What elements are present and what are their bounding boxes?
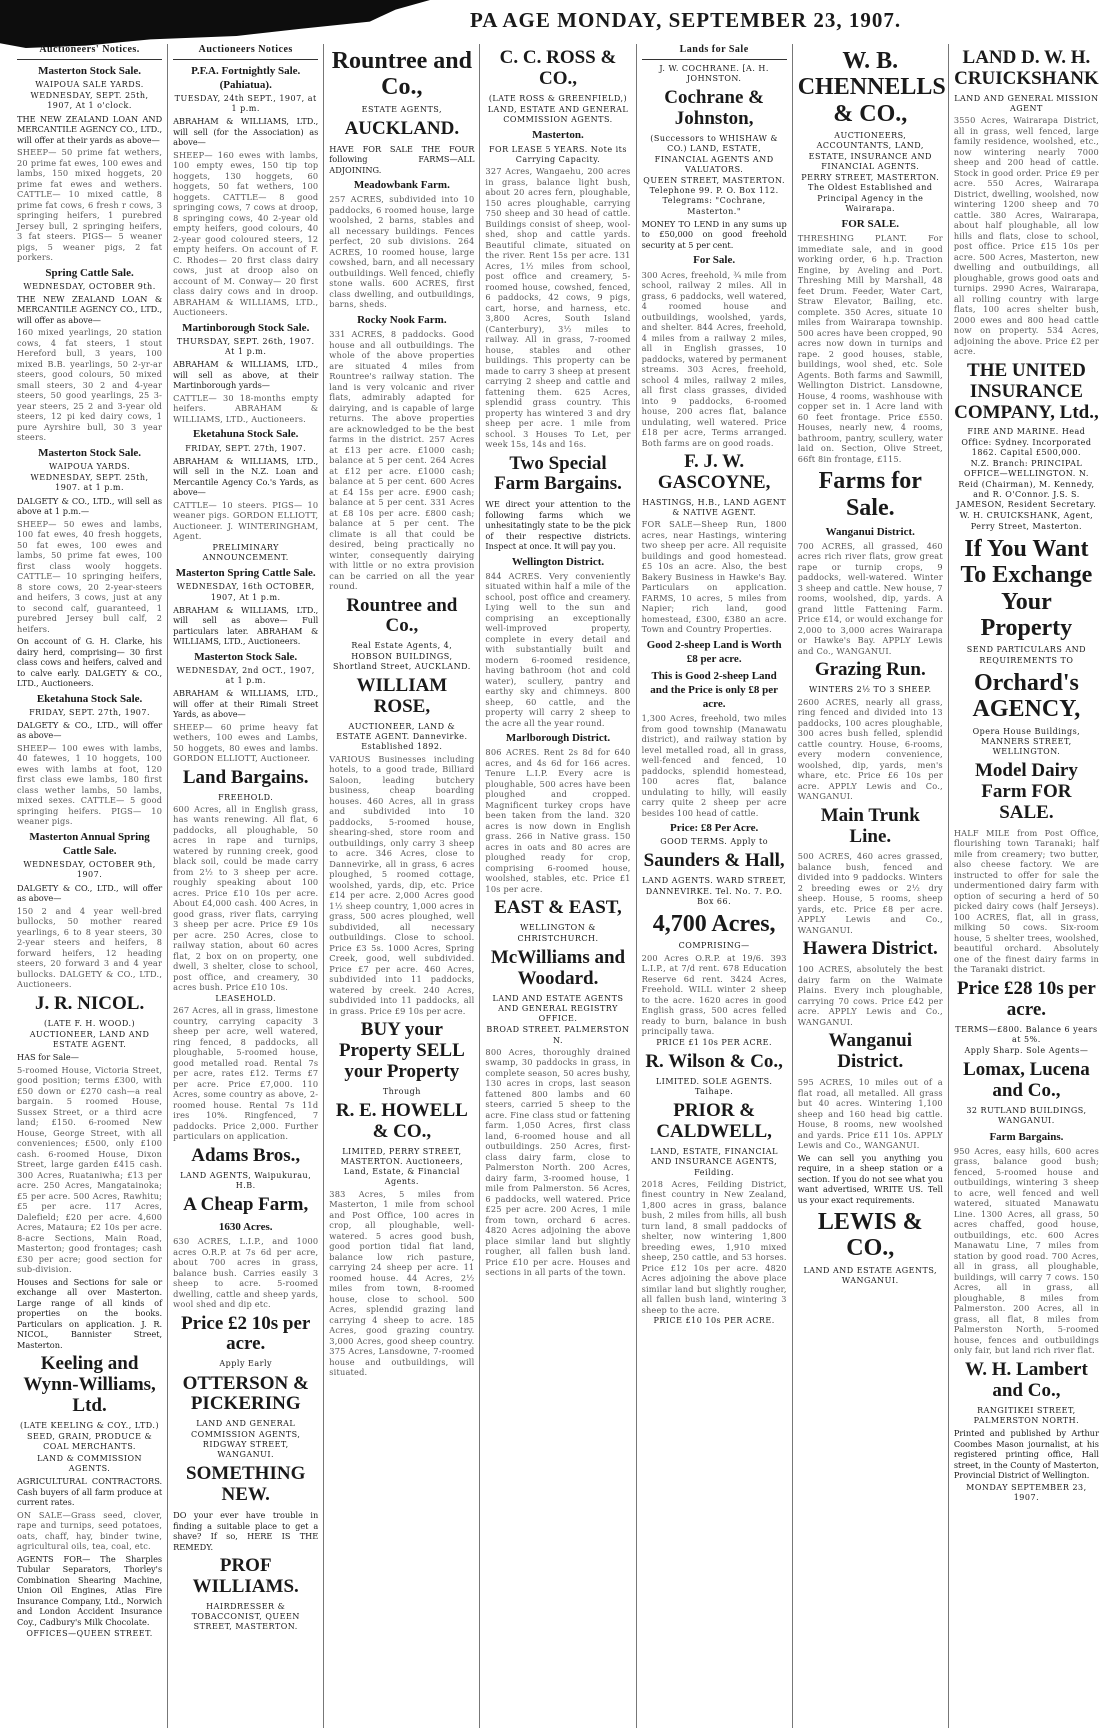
- ad-listing-text: THRESHING PLANT. For immediate sale, and in good working order, 6 h.p. Traction Engine, by Aveling and Port. Threshing Mill by Marshall, 48 feet Drum. Feeder, Water Cart, Straw Elevator, Bailing, etc. complete. 350 Acres, situate 10 miles from Wairarapa township. 500 acres have been cropped, 90 acres now down in turnips and rape. 2 good houses, stable, buildings, wool shed, etc. Sole Agents. Both farms and Sawmill, Wellington District. Lansdowne, House, 4 rooms, washhouse with copper set in. 1 Acre land with 60 feet frontage. Price £550. Houses, nearly new, 4 rooms, bathroom, pantry, scullery, water laid on. Section, Olive Street, 66ft 8in frontage, £115.: [797, 233, 943, 464]
- ad-body: Printed and published by Arthur Coombes Mason journalist, at his registered printing office, Hall street, in the County of Masterton, Provincial District of Wellington.: [953, 1428, 1099, 1481]
- ad-display-heading: Model Dairy Farm FOR SALE.: [974, 760, 1078, 824]
- ad-subline: HAIRDRESSER & TOBACCONIST, QUEEN STREET, MASTERTON.: [191, 1601, 300, 1632]
- ad-subline: J. W. COCHRANE. [A. H. JOHNSTON.: [659, 63, 769, 84]
- ad-subline: LAND, ESTATE, FINANCIAL AND INSURANCE AGENTS, Feilding.: [650, 1147, 778, 1177]
- column-2: [167, 44, 323, 1728]
- ad-display-heading: Lomax, Lucena and Co.,: [963, 1059, 1090, 1102]
- ad-listing-text: 630 ACRES, L.I.P., and 1000 acres O.R.P. at 7s 6d per acre, about 700 acres in grass, balance bush. Carries easily 3 sheep to acre. 5-roomed dwelling, cattle and sheep yards, wool shed and dip etc.: [173, 1236, 319, 1310]
- ad-display-heading: SOMETHING NEW.: [186, 1463, 306, 1506]
- ad-subline: LAND AND GENERAL MISSION AGENT: [954, 93, 1099, 114]
- ad-listing-text: FOR SALE—Sheep Run, 1800 acres, near Hastings, wintering two sheep per acre. All requisite buildings and good homestead. £5 10s an acre. Also, the best Bakery Business in Hawke's Bay. Particulars on application. FARMS, 10 acres, 5 miles from Napier; rich land, good homestead, £300, £380 an acre. Town and Country Properties.: [641, 519, 787, 635]
- ad-subline: W. H. CRUICKSHANK, Agent, Perry Street, Masterton.: [959, 511, 1094, 531]
- ad-display-heading: R. Wilson & Co.,: [645, 1050, 783, 1072]
- ad-body: On account of G. H. Clarke, his dairy herd, comprising— 30 first class cows and heifers, calved and to calve early. DALGETY & CO., LTD., Auctioneers.: [17, 636, 163, 689]
- ad-listing-text: SHEEP— 50 prime fat wethers, 20 prime fat ewes, 100 ewes and lambs, 150 mixed hoggets, 20 prime fat ewes and wethers. CATTLE— 10 mixed cattle, 8 prime fat cows, 6 fresh r cows, 3 springing heifers, 1 purebred Jersey bull, 2 springing heifers, 3 fat steers. PIGS— 5 weaner pigs, 5 weaner pigs, 2 fat porkers.: [17, 147, 163, 263]
- ad-listing-text: CATTLE— 30 18-months empty heifers. ABRAHAM & WILLIAMS, LTD., Auctioneers.: [173, 392, 319, 424]
- column-7: [948, 44, 1104, 1728]
- ad-subline: WEDNESDAY, SEPT. 25th, 1907. at 1 p.m.: [30, 473, 149, 493]
- ad-heading: For Sale.: [693, 254, 736, 267]
- ad-subline: WEDNESDAY, SEPT. 25th, 1907, At 1 o'clock.: [30, 91, 149, 111]
- ad-display-heading: LAND D. W. H. CRUICKSHANK: [954, 47, 1099, 89]
- ad-large-heading: Farms for Sale.: [818, 468, 922, 521]
- ad-subline: FOR LEASE 5 YEARS. Note its Carrying Capacity.: [488, 144, 627, 164]
- ad-listing-text: ON SALE—Grass seed, clover, rape and turnips, seed potatoes, oats, chaff, hay, binder twine, agricultural oils, tea, coal, etc.: [17, 1509, 163, 1552]
- ad-body: MONEY TO LEND in any sums up to £50,000 on good freehold security at 5 per cent.: [641, 218, 787, 250]
- ad-subline: SEED, GRAIN, PRODUCE & COAL MERCHANTS.: [27, 1432, 153, 1452]
- ad-listing-text: SHEEP— 160 ewes with lambs, 100 empty ewes, 150 tip top hoggets, 130 hoggets, 60 hoggets, 50 fat wethers, 100 hoggets. CATTLE— 8 good springing cows, 7 cows at droop, 8 springing cows, 40 2-year old empty heifers, good colours, 40 2-year good coloured steers, 12 empty heifers. On account of F. C. Rhodes— 20 first class dairy cows, just at droop also on account of M. Conway— 20 first class dairy cows and in droop. ABRAHAM & WILLIAMS, LTD., Auctioneers.: [173, 149, 319, 318]
- ad-body: We can sell you anything you require, in a sheep station or a section. If you do not see what you want advertised, WRITE US. Tell us your exact requirements.: [797, 1152, 943, 1205]
- ad-listing-text: SHEEP— 60 prime heavy fat wethers, 100 ewes and Lambs, 50 hoggets, 80 ewes and lambs. GORDON ELLIOTT, Auctioneer.: [173, 721, 319, 764]
- ad-subline: (LATE ROSS & GREENFIELD,): [488, 93, 628, 103]
- masthead: [0, 0, 1114, 42]
- ad-heading: Good 2-sheep Land is Worth £8 per acre.: [646, 638, 782, 665]
- ad-subline: QUEEN STREET, MASTERTON. Telephone 99. P. O. Box 112. Telegrams: "Cochrane, Masterton.": [643, 175, 785, 216]
- ad-display-heading: Grazing Run.: [814, 659, 926, 681]
- ad-display-heading: Price £2 10s per acre.: [181, 1312, 311, 1355]
- ad-display-heading: Main Trunk Line.: [820, 804, 920, 847]
- column-section-heading: Lands for Sale: [642, 44, 787, 60]
- ad-display-heading: Wanganui District.: [828, 1030, 912, 1073]
- ad-subline: AUCTIONEERS, ACCOUNTANTS, LAND, ESTATE, INSURANCE AND FINANCIAL AGENTS.: [808, 131, 932, 171]
- ad-subline: WAIPOUA SALE YARDS.: [35, 79, 144, 89]
- ad-subline: LEASEHOLD.: [215, 993, 277, 1003]
- ad-listing-text: 2600 ACRES, nearly all grass, ring fenced and divided into 13 paddocks, 100 acres ploughable, 300 acres bush felled, splendid cattle country. House, 6-rooms, every modern convenience, woolshed, dip, yards, men's whare, etc. Price £6 10s per acre. APPLY Lewis and Co., WANGANUI.: [797, 696, 943, 802]
- ad-subline: LAND AND ESTATE AGENTS AND GENERAL REGISTRY OFFICE.: [492, 993, 624, 1024]
- ad-heading: Masterton Stock Sale.: [38, 446, 142, 459]
- ad-subline: TERMS—£800. Balance 6 years at 5%.: [955, 1024, 1098, 1044]
- ad-subline: TUESDAY, 24th SEPT., 1907, at 1 p.m.: [174, 93, 317, 114]
- ad-large-heading: If You Want To Exchange Your Property: [960, 535, 1093, 641]
- ad-heading: Martinborough Stock Sale.: [182, 321, 310, 334]
- ad-heading: Eketahuna Stock Sale.: [36, 692, 143, 705]
- ad-listing-text: 595 ACRES, 10 miles out of a flat road, all metalled. All grass but 40 acres. Wintering 1,100 sheep and 160 head big cattle. House, 8 rooms, new woolshed and yards. Price £11 10s. APPLY Lewis and Co., WANGANUI.: [797, 1077, 943, 1151]
- ad-subline: WINTERS 2½ TO 3 SHEEP.: [809, 685, 932, 695]
- ad-heading: Wanganui District.: [825, 525, 915, 538]
- ad-display-heading: Two Special Farm Bargains.: [494, 452, 622, 495]
- ad-display-heading: A Cheap Farm,: [183, 1194, 309, 1216]
- ad-listing-text: 257 ACRES, subdivided into 10 paddocks, 6 roomed house, large woolshed, 2 barns, stables and all necessary buildings. Fences perfect, 20 sub divisions. 264 ACRES, 10 roomed house, large cowshed, barn, and all necessary outbuildings. Well fenced, chiefly stone walls. 600 ACRES, first class dwelling, and outbuildings, barns, sheds.: [329, 194, 475, 310]
- column-5: [636, 44, 792, 1728]
- ad-body: HAS for Sale—: [17, 1052, 79, 1063]
- ad-listing-text: 600 Acres, all in English grass, has wants renewing. All flat, 6 paddocks, all ploughable, 50 acres in rape and turnips, watered by running creek, good black soil, could be made carry from 2½ to 3 sheep per acre. roughly speaking about 100 acres. Price £10 10s per acre. About £4,000 cash. 400 Acres, in good grass, river flats, carrying 3 sheep per acre. Price £9 10s per acre. 250 Acres, close to railway station, about 60 acres flat, 2 box on on property, one dwell, 3 shelter, close to school, post office, and creamery, 30 acres bush. Price £10 10s.: [173, 803, 319, 993]
- ad-heading: 1630 Acres.: [218, 1220, 273, 1233]
- ad-heading: Spring Cattle Sale.: [45, 266, 134, 279]
- ad-large-heading: Rountree and Co.,: [331, 48, 472, 101]
- ad-subline: AUCTIONEER, LAND AND ESTATE AGENT.: [29, 1029, 150, 1049]
- ad-subline: MONDAY SEPTEMBER 23, 1907.: [966, 1482, 1087, 1502]
- ad-listing-text: 700 ACRES, all grassed, 460 acres rich river flats, grow great rape or turnip crops, 9 paddocks, well-watered. Winter 3 sheep and cattle. New house, 7 rooms, woolshed, dip, yards. A grand little Fattening Farm. Price £14, or would exchange for 2,000 to 3,000 acres Wairarapa or Hawke's Bay. APPLY Lewis and Co., WANGANUI.: [797, 540, 943, 656]
- column-4: [479, 44, 635, 1728]
- ad-body: THE NEW ZEALAND LOAN & MERCANTILE AGENCY CO., LTD., will offer as above—: [17, 293, 163, 325]
- ad-subline: BROAD STREET. PALMERSTON N.: [486, 1025, 630, 1045]
- ad-listing-text: 160 mixed yearlings, 20 station cows, 4 fat steers, 1 stout Hereford bull, 3 years, 100 mixed B.B. yearlings, 50 2-yr-ar steers, good colours, 50 mixed small steers, 30 2 and 4-year steers, 50 good yearlings, 25 3-year steers, 25 2 and 3-year old steers, 12 pi ked dairy cows, 1 pure Ayrshire bull, 30 3 year steers.: [17, 327, 163, 443]
- ad-subline: FRIDAY, SEPT. 27th, 1907.: [185, 443, 307, 453]
- ad-subline: AUCTIONEER, LAND & ESTATE AGENT. Dannevirke. Established 1892.: [336, 721, 468, 752]
- ad-subline: LAND AND GENERAL COMMISSION AGENTS, RIDGWAY STREET, WANGANUI.: [191, 1419, 301, 1460]
- ad-subline: PRICE £10 10s PER ACRE.: [653, 1316, 775, 1326]
- ad-listing-text: 1,300 Acres, freehold, two miles from good township (Manawatu district), and railway station by level metalled road, all in grass, well-fenced and fenced, 10 paddocks, splendid homestead, 100 acres flat, balance undulating to hilly, will easily carry quite 2 sheep per acre besides 100 head of cattle.: [641, 713, 787, 818]
- ad-listing-text: HALF MILE from Post Office, flourishing town Taranaki; half mile from creamery; two butter, also cheese factory. We are instructed to offer for sale the undermentioned dairy farm with option of securing a herd of 50 picked dairy cows (half Jerseys). 100 ACRES, flat, all in grass, milking 50 cows. Six-room house, 5 shelter trees, woolshed, beautiful orchard. Absolutely one of the finest dairy farms in the Taranaki district.: [953, 827, 1099, 975]
- ad-listing-text: 806 ACRES. Rent 2s 8d for 640 acres, and 4s 6d for 166 acres. Tenure L.I.P. Every acre is ploughable, 500 acres have been ploughed and cropped. Magnificent turkey crops have been taken from the land. 320 acres is now down in English grass. 266 in Native grass. 150 acres in oats and 80 acres are ploughed ready for crop, comprising 6-roomed house, woolshed, stables, etc. Price £1 10s per acre.: [485, 747, 631, 894]
- ad-body: AGENTS FOR— The Sharples Tubular Separators, Thorley's Combination Shearing Machine, Union Oil Engines, Atlas Fire Insurance Company, Ltd., Norwich and London Accident Insurance Coy., Cadbury's Milk Chocolate.: [17, 1553, 163, 1627]
- ad-subline: WEDNESDAY, 2nd OCT., 1907, at 1 p.m.: [176, 665, 315, 686]
- ad-display-heading: F. J. W. GASCOYNE,: [657, 451, 771, 493]
- ad-subline: N.Z. Branch: PRINCIPAL OFFICE—WELLINGTON. N. Reid (Chairman), M. Kennedy, and R. O'Connor. J.S. S. JAMESON, Resident Secretary.: [956, 459, 1097, 510]
- ad-heading: FOR SALE.: [841, 218, 899, 231]
- ad-subline: (LATE KEELING & COY., LTD.): [20, 1420, 160, 1430]
- ad-heading: Eketahuna Stock Sale.: [192, 428, 299, 441]
- ad-subline: Through: [382, 1086, 421, 1096]
- ad-subline: ESTATE AGENTS,: [361, 104, 443, 114]
- ad-subline: LIMITED. SOLE AGENTS. Taihape.: [655, 1076, 773, 1097]
- ad-body: DO your ever have trouble in finding a suitable place to get a shave? If so, HERE IS THE REMEDY.: [173, 1510, 319, 1552]
- ad-large-heading: Orchard's AGENCY,: [972, 669, 1081, 723]
- ad-subline: THURSDAY, SEPT. 26th, 1907. At 1 p.m.: [176, 337, 315, 357]
- ad-subline: LAND AGENTS. WARD STREET, DANNEVIRKE. Tel. No. 7. P.O. Box 66.: [642, 876, 787, 906]
- ad-listing-text: CATTLE— 10 steers. PIGS— 10 weaner pigs. GORDON ELLIOTT, Auctioneer. J. WINTERINGHAM, Agent.: [173, 499, 319, 542]
- ad-heading: Marlborough District.: [505, 732, 611, 745]
- ad-subline: (Successors to WHISHAW & CO.) LAND, ESTATE, FINANCIAL AGENTS AND VALUATORS.: [650, 134, 778, 174]
- ad-subline: COMPRISING—: [678, 941, 750, 951]
- ad-subline: Real Estate Agents, 4, HOBSON BUILDINGS, Shortland Street, AUCKLAND.: [332, 641, 471, 671]
- ad-listing-text: 844 ACRES. Very conveniently situated within half a mile of the school, post office and creamery. Lying well to the sun and comprising an exceptionally well-improved property, complete in every detail and with substantially built and modern 6-roomed residence, having bathroom (hot and cold water), scullery, pantry and earthy sky and chimneys. 800 sheep, 60 cattle, and the property will carry 2 sheep to the acre all the year round.: [485, 570, 631, 728]
- ad-listing-text: 500 ACRES, 460 acres grassed, balance bush, fenced and divided into 9 paddocks. Winters 2 breeding ewes or 2½ dry sheep. House, 5 rooms, sheep yards, etc. Price £8 per acre. APPLY Lewis and Co., WANGANUI.: [797, 851, 943, 935]
- ad-listing-text: 800 Acres, thoroughly drained swamp, 30 paddocks in grass, in complete season, 50 acres bushy, 130 acres in crops, last season fattened 800 lambs and 60 steers, carried 5 sheep to the acre. Fine class stud or fattening farm. 1,050 Acres, first class land, 6-roomed house and all outbuildings. 250 Acres, first-class dairy farm, close to Palmerston North. 200 Acres, dairy farm, 3-roomed house, 1 mile from Palmerston. 56 Acres, 6 paddocks, well watered. Price £25 per acre. 200 Acres, 1 mile from town, orchard 6 acres. 4820 Acres adjoining the above place similar land but slightly rougher, all fallen bush land. Price £10 per acre. Houses and sections in all parts of the town.: [485, 1046, 631, 1278]
- ad-display-heading: Adams Bros.,: [191, 1144, 301, 1166]
- ad-display-heading: Cochrane & Johnston,: [664, 87, 764, 130]
- ad-display-heading: C. C. ROSS & CO.,: [499, 47, 617, 89]
- column-6: [792, 44, 948, 1728]
- ad-display-heading: PRIOR & CALDWELL,: [656, 1100, 772, 1143]
- ad-heading: Masterton Annual Spring Cattle Sale.: [29, 830, 150, 858]
- ad-listing-text: 383 Acres, 5 miles from Masterton, 1 mile from school and Post Office, 100 acres in crop, all ploughable, well-watered. 5 acres good bush, good portion tidal fiat land, balance low rich pasture, carrying 24 sheep per acre. 11 roomed house. 44 Acres, 2½ miles from town, 8-roomed house, close to school. 500 Acres, splendid grazing land carrying 4 sheep to acre. 185 Acres, good grazing country. 3,000 Acres, good sheep country. 375 Acres, Lansdowne, 7-roomed house and outbuildings, will situated.: [329, 1188, 475, 1378]
- ad-heading: P.F.A. Fortnightly Sale. (Pahiatua).: [191, 64, 301, 91]
- ad-display-heading: J. R. NICOL.: [34, 992, 145, 1014]
- ad-body: THE NEW ZEALAND LOAN AND MERCANTILE AGENCY CO., LTD., will offer at their yards as above—: [17, 113, 163, 145]
- ad-listing-text: 150 2 and 4 year well-bred bullocks, 50 mother reared yearlings, 6 to 8 year steers, 30 2-year steers and heifers, 8 forward heifers, 12 heading steers, 20 forward 3 and 4 year bullocks. DALGETY & CO., LTD., Auctioneers.: [17, 905, 163, 990]
- ad-subline: WELLINGTON & CHRISTCHURCH.: [517, 923, 599, 943]
- ad-subline: PERRY STREET, MASTERTON. The Oldest Established and Principal Agency in the Wairarapa.: [801, 173, 940, 213]
- ad-subline: WEDNESDAY, 16th OCTOBER, 1907, At 1 p.m.: [176, 582, 315, 602]
- ad-listing-text: 2018 Acres, Feilding District, finest country in New Zealand, 1,800 acres in grass, balance bush, 2 miles from hills, all bush turn land, 8 small paddocks of shelter, now wintering 1,800 breeding ewes, 1,910 mixed sheep, 250 cattle, and 53 horses. Price £12 10s per acre. 4820 Acres adjoining the above place similar land but slightly rougher, all fallen bush land, wintering 3 sheep to the acre.: [641, 1178, 787, 1315]
- ad-subline: HASTINGS, H.B., LAND AGENT & NATIVE AGENT.: [642, 497, 787, 518]
- ad-display-heading: WILLIAM ROSE,: [356, 675, 448, 717]
- ad-display-heading: EAST & EAST,: [494, 897, 622, 919]
- ad-subline: FRIDAY, SEPT. 27th, 1907.: [29, 707, 151, 717]
- ad-heading: Wellington District.: [511, 555, 605, 568]
- ad-display-heading: Rountree and Co.,: [346, 594, 458, 637]
- ad-body: HAVE FOR SALE THE FOUR following FARMS—ALL ADJOINING.: [329, 143, 475, 175]
- ad-display-heading: AUCKLAND.: [344, 118, 460, 140]
- ad-subline: LAND AGENTS, Waipukurau, H.B.: [180, 1170, 312, 1190]
- ad-body: DALGETY & CO., LTD., will offer as above—: [17, 882, 163, 904]
- ad-body: Houses and Sections for sale or exchange all over Masterton. Large range of all kinds of properties on the books. Particulars on application. J. R. NICOL, Bannister Street, Masterton.: [17, 1276, 163, 1350]
- ad-display-heading: Saunders & Hall,: [643, 850, 785, 872]
- ad-body: DALGETY & CO., LTD., will offer as above—: [17, 719, 163, 741]
- ad-listing-text: 300 Acres, freehold, ¾ mile from school, railway 2 miles. All in grass, 6 paddocks, well watered, 4 roomed house and outbuildings, woolshed, yards, and shelter. 844 Acres, freehold, 4 miles from a railway 2 miles, all in English grasses, 10 paddocks, watered by permanent streams. 303 Acres, freehold, school 4 miles, railway 2 miles, all first class grasses, divided into 9 paddocks, 6-roomed house, 200 acres flat, balance undulating, well watered. Price £18 per acre, Terms arranged. Both farms are on good roads.: [641, 269, 787, 448]
- ad-heading: Meadowbank Farm.: [353, 179, 450, 192]
- ad-subline: FREEHOLD.: [218, 792, 274, 802]
- ad-display-heading: McWilliams and Woodard.: [490, 946, 626, 989]
- ad-listing-text: SHEEP— 100 ewes with lambs, 40 fatewes, 1 10 hoggets, 100 ewes with lambs at foot, 120 first class ewe lambs, 180 first class wether lambs, 50 lambs, mixed sexes. CATTLE— 5 good springing heifers. PIGS— 10 weaner pigs.: [17, 742, 163, 827]
- ad-subline: RANGITIKEI STREET, PALMERSTON NORTH.: [973, 1405, 1080, 1425]
- ad-display-heading: PROF WILLIAMS.: [192, 1555, 299, 1597]
- ad-body: DALGETY & CO., LTD., will sell as above at 1 p.m.—: [17, 495, 163, 517]
- ad-body: ABRAHAM & WILLIAMS, LTD., will sell (for the Association) as above—: [173, 116, 319, 148]
- ad-display-heading: Hawera District.: [802, 938, 938, 960]
- ad-listing-text: 200 Acres O.R.P. at 19/6. 393 L.I.P., at 7/d rent. 678 Education Reserve 6d rent. 3424 Acres, Freehold. WILL winter 2 sheep to the acre. 1620 acres in good English grass, 500 acres felled ready to burn, balance in bush principally tawa.: [641, 952, 787, 1037]
- ad-subline: LAND & COMMISSION AGENTS.: [37, 1453, 143, 1473]
- column-section-heading: Auctioneers Notices: [173, 44, 318, 60]
- ad-subline: Apply Early: [219, 1359, 273, 1369]
- ad-heading: Farm Bargains.: [989, 1130, 1064, 1143]
- ad-heading: Price: £8 Per Acre.: [670, 822, 759, 835]
- ad-subline: OFFICES—QUEEN STREET.: [26, 1629, 153, 1639]
- ad-heading: Masterton.: [532, 129, 584, 142]
- ad-display-heading: R. E. HOWELL & CO.,: [335, 1099, 468, 1142]
- ad-listing-text: 950 Acres, easy hills, 600 acres grass, balance good bush; fenced, 5-roomed house and outbuildings, wintering 3 sheep to acre, well fenced and well watered, situated Manawatu Line. 1300 Acres, all grass, 50 acres chaffed, good house, outbuildings, etc. 600 Acres Manawatu Line, 7 miles from station by good road. 700 Acres, all in grass, all ploughable, buildings, will carry 7 cows. 150 Acres, all in grass, all ploughable, 8 miles from Palmerston. 200 Acres, all in grass, all flat, 8 miles from Palmerston North, 5-roomed house, fences and outbuildings only fair, but land rich river flat.: [953, 1145, 1099, 1356]
- ad-subline: WAIPOUA YARDS.: [49, 461, 131, 471]
- ad-heading: Rocky Nook Farm.: [357, 313, 447, 326]
- ad-body: ABRAHAM & WILLIAMS, LTD., will offer at their Rimali Street Yards, as above—: [173, 688, 319, 720]
- ad-display-heading: THE UNITED INSURANCE COMPANY, Ltd.,: [954, 359, 1099, 423]
- ad-large-heading: LEWIS & CO.,: [817, 1209, 923, 1262]
- ad-body: AGRICULTURAL CONTRACTORS. Cash buyers of all farm produce at current rates.: [17, 1476, 163, 1508]
- ad-subline: WEDNESDAY, OCTOBER 9th.: [23, 281, 156, 291]
- ad-listing-text: 327 Acres, Wangaehu, 200 acres in grass, balance light bush, about 20 acres fern, ploughable, 150 acres ploughable, carrying 750 sheep and 30 head of cattle. Buildings consist of sheep, wool-shed, shop and cattle yards. Beautiful climate, situated on the river. Rent 15s per acre. 131 Acres, 1½ miles from school, post office and creamery, 5-roomed house, cowshed, fenced, 6 paddocks, 42 cows, 9 pigs, cart, horse, and harness, etc. 3,800 Acres, South Island (Canterbury), 3½ miles to railway. All in grass, 7-roomed house, stables and other buildings. This property can be made to carry 3 sheep at present carrying 2 sheep and cattle and fattening them. 625 Acres, splendid grass country. This property has wintered 3 and dry sheep per acre. 1 mile from school. 3 Houses To Let, per week 15s, 14s and 16s.: [485, 166, 631, 450]
- ad-subline: 32 RUTLAND BUILDINGS, WANGANUI.: [966, 1106, 1087, 1126]
- ad-subline: WEDNESDAY, OCTOBER 9th, 1907.: [23, 860, 156, 880]
- ad-subline: PRELIMINARY ANNOUNCEMENT.: [202, 542, 289, 563]
- ad-subline: (LATE F. H. WOOD.): [44, 1018, 136, 1028]
- ad-subline: PRICE £1 10s PER ACRE.: [656, 1037, 772, 1047]
- ad-heading: Masterton Spring Cattle Sale.: [175, 567, 316, 580]
- ad-subline: Apply Sharp. Sole Agents—: [964, 1046, 1089, 1056]
- ad-listing-text: 5-roomed House, Victoria Street, good position; terms £300, with £50 down or £270 cash—a real bargain. 5 roomed House, Sussex Street, or a third acre land; £150. 6-roomed New House, George Street, with all conveniences; £500, only £100 cash. 6-roomed House, Dixon Street, large garden £415 cash. 300 Acres, Ruataniwha; £13 per acre. 250 Acres, Mangatainoka; £5 per acre. 500 Acres, Rawhitu; £5 per acre. 117 Acres, Dalefield; £20 per acre. 4,600 Acres, Mataura; £2 10s per acre. 8-acre Sections, Main Road, Masterton; good frontages; cash £30 per acre; good section for sub-division.: [17, 1064, 163, 1275]
- ad-body: ABRAHAM & WILLIAMS, LTD., will sell as above, at their Martinborough yards—: [173, 359, 319, 391]
- ad-large-heading: W. B. CHENNELLS & CO.,: [797, 48, 946, 127]
- column-1: [12, 44, 167, 1728]
- ad-heading: Masterton Stock Sale.: [38, 64, 142, 77]
- ad-display-heading: Keeling and Wynn-Williams, Ltd.: [23, 1353, 156, 1416]
- ad-subline: SEND PARTICULARS AND REQUIREMENTS TO: [966, 645, 1087, 665]
- ad-subline: LAND AND ESTATE AGENTS, WANGANUI.: [803, 1265, 938, 1286]
- ad-heading: Masterton Stock Sale.: [194, 650, 298, 663]
- ad-display-heading: BUY your Property SELL your Property: [338, 1019, 465, 1082]
- ad-listing-text: VARIOUS Businesses including hotels, to a good trade, Billiard Saloon, leading butchery business, cheap boarding houses. 460 Acres, all in grass and subdivided into 10 paddocks, 5-roomed house, shearing-shed, store room and outbuildings, only carry 3 sheep to acre. 346 Acres, close to Dannevirke, all in grass, 6 acres ploughed, 5 roomed cottage, woolshed, yards, dip, etc. Price £14 per acre. 2,000 Acres good 1½ sheep country, 1,000 acres in grass, 500 acres ploughed, well subdivided, all necessary outbuildings. Close to school. Price £3 5s. 1000 Acres, Spring Creek, good, well subdivided. Price £7 per acre. 460 Acres, subdivided into 11 paddocks, watered by creek. 240 Acres, subdivided into 11 paddocks, all in grass. Price £9 10s per acre.: [329, 753, 475, 1016]
- ad-listing-text: 3550 Acres, Wairarapa District, all in grass, well fenced, large family residence, woolshed, etc., now wintering nearly 7000 sheep and 200 head of cattle. Stock in good order. Price £9 per acre. 550 Acres, Wairarapa District, dwelling, woolshed, now wintering 1200 sheep and 70 cattle. 380 Acres, Wairarapa, about half ploughable, all low hills and flats, close to school, post office. Price £15 10s per acre. 500 Acres, Masterton, new dwelling and outbuildings, all ploughable, grows good oats and turnips. 2990 Acres, Wairarapa, all rolling country with large flats, 100 acres shelter bush, 2000 ewes and 800 head cattle now on property. 534 Acres, adjoining the above. Price £2 per acre.: [953, 115, 1099, 357]
- torn-edge: [0, 0, 430, 48]
- ad-display-heading: OTTERSON & PICKERING: [182, 1372, 309, 1415]
- ad-heading: This is Good 2-sheep Land and the Price is only £8 per acre.: [650, 669, 778, 711]
- ad-subline: Opera House Buildings, MANNERS STREET, WELLINGTON.: [972, 726, 1081, 757]
- newspaper-page: [12, 44, 1104, 1728]
- ad-body: ABRAHAM & WILLIAMS, LTD., will sell in the N.Z. Loan and Mercantile Agency Co.'s Yards, as above—: [173, 455, 319, 498]
- ad-display-heading: W. H. Lambert and Co.,: [965, 1358, 1088, 1401]
- ad-body: ABRAHAM & WILLIAMS, LTD., will sell as above— Full particulars later. ABRAHAM & WILLIAMS, LTD., Auctioneers.: [173, 604, 319, 647]
- ad-listing-text: SHEEP— 50 ewes and lambs, 100 fat ewes, 40 fresh hoggets, 50 fat ewes, 100 ewes and lambs, 50 prime fat ewes, 100 first class wooly hoggets. CATTLE— 10 springing heifers, 8 store cows, 20 2-year-steers and heifers, 3 cows, just at any to second calf, guaranteed, 1 purebred Jersey bull calf, 2 heifers.: [17, 518, 163, 634]
- ad-listing-text: 267 Acres, all in grass, limestone country, carrying capacity 3 sheep per acre, well watered, ring fenced, 8 paddocks, all ploughable, 5-roomed house, good metalled road. Rental 7s per acre, rates £12. Terms £7 per acre. Price £7,000. 110 Acres, some country as above, 2-roomed house. Rental 7s 11d ires 10%. Ringfenced, 7 paddocks. Price 2,000. Further particulars on application.: [173, 1005, 319, 1142]
- ad-large-heading: 4,700 Acres,: [652, 911, 776, 938]
- ad-subline: LIMITED, PERRY STREET, MASTERTON. Auctioneers, Land, Estate, & Financial Agents.: [340, 1146, 464, 1187]
- column-section-heading: Auctioneers' Notices.: [17, 44, 162, 60]
- ad-subline: LAND, ESTATE AND GENERAL COMMISSION AGENTS.: [487, 105, 629, 125]
- ad-display-heading: Land Bargains.: [182, 766, 309, 788]
- ad-display-heading: Price £28 10s per acre.: [957, 977, 1096, 1020]
- ad-listing-text: 100 ACRES, absolutely the best dairy farm on the Waimate Plains. Every inch ploughable, carrying 70 cows. Price £42 per acre. APPLY Lewis and Co., WANGANUI.: [797, 964, 943, 1027]
- ad-body: WE direct your attention to the following farms which we unhesitatingly state to be the pick of their respective districts. Inspect at once. It will pay you.: [485, 499, 631, 552]
- newspaper-title: PA AGE MONDAY, SEPTEMBER 23, 1907.: [470, 8, 902, 32]
- column-3: [323, 44, 479, 1728]
- ad-listing-text: 331 ACRES, 8 paddocks. Good house and all outbuildings. The whole of the above properties are situated 4 miles from Rountree's railway station. The land is very volcanic and river flats, admirably adapted for dairying, and is capable of large returns. The above properties are acknowledged to be the best farms in the district. 257 Acres at £13 per acre. £1000 cash; balance at 5 per cent. 264 Acres at £12 per acre. £1000 cash; balance at 5 per cent. 600 Acres at £4 15s per acre. £900 cash; balance at 5 per cent. 331 Acres at £8 10s per acre. £800 cash; balance at 5 per cent. The climate is all that could be desired, being practically no winter, consequently dairying with little or no extra provision can be carried on all the year round.: [329, 329, 475, 592]
- ad-subline: FIRE AND MARINE. Head Office: Sydney. Incorporated 1862. Capital £500,000.: [961, 427, 1092, 457]
- ad-subline: GOOD TERMS. Apply to: [660, 837, 769, 847]
